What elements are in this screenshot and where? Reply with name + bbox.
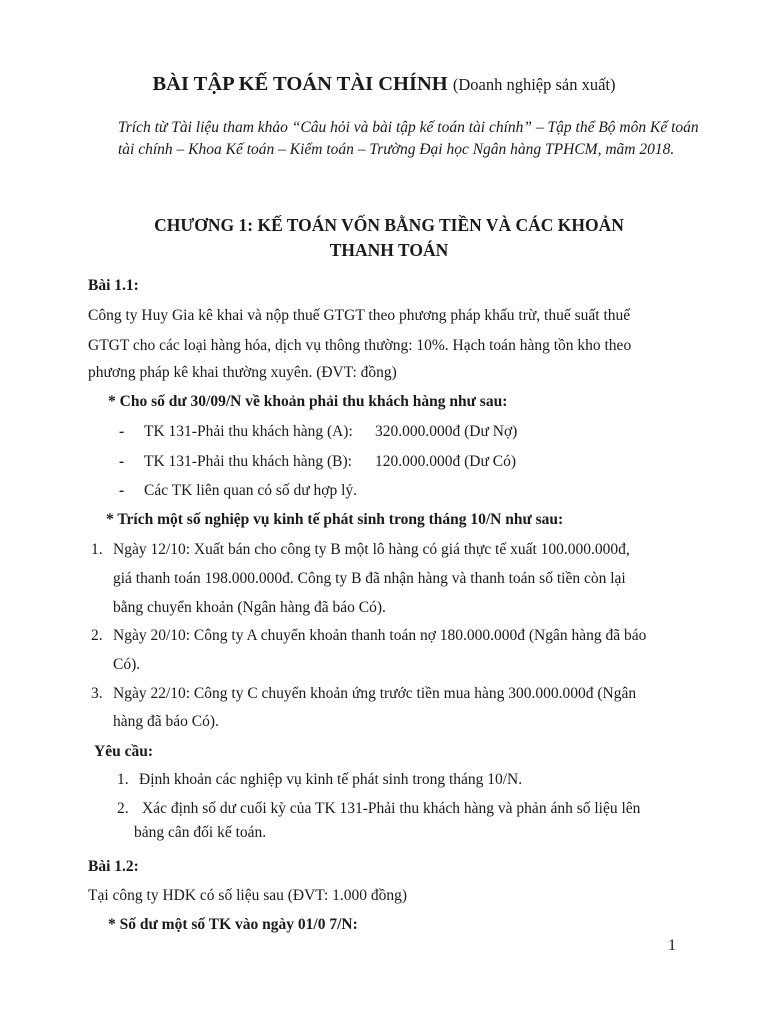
exercise-1-2-balance-heading: * Số dư một số TK vào ngày 01/0 7/N: xyxy=(108,916,358,933)
transaction-line: hàng đã báo Có). xyxy=(113,713,219,730)
transaction-line: Ngày 12/10: Xuất bán cho công ty B một lô hàng có giá thực tế xuất 100.000.000đ, xyxy=(113,541,630,558)
list-dash: - xyxy=(119,423,125,440)
balance-account: TK 131-Phải thu khách hàng (A): xyxy=(144,423,353,440)
transaction-line: giá thanh toán 198.000.000đ. Công ty B đã nhận hàng và thanh toán số tiền còn lại xyxy=(113,570,626,587)
document-title xyxy=(0,73,768,96)
balance-heading: * Cho số dư 30/09/N về khoản phải thu khách hàng như sau: xyxy=(108,393,508,410)
chapter-line-1: CHƯƠNG 1: KẾ TOÁN VỐN BẰNG TIỀN VÀ CÁC KHOẢN xyxy=(154,215,624,235)
title-subtitle: (Doanh nghiệp sản xuất) xyxy=(452,75,616,94)
transaction-line: Ngày 22/10: Công ty C chuyển khoản ứng trước tiền mua hàng 300.000.000đ (Ngân xyxy=(113,685,637,702)
page-number: 1 xyxy=(668,937,676,954)
requirements-heading: Yêu cầu: xyxy=(94,743,153,760)
intro-line: GTGT cho các loại hàng hóa, dịch vụ thông thường: 10%. Hạch toán hàng tồn kho theo xyxy=(88,337,632,354)
balance-amount: 320.000.000đ (Dư Nợ) xyxy=(375,423,518,440)
balance-amount: 120.000.000đ (Dư Có) xyxy=(375,453,517,470)
requirement-number: 1. xyxy=(117,771,129,788)
requirement-line: bảng cân đối kế toán. xyxy=(134,824,267,841)
requirement-line: Xác định số dư cuối kỳ của TK 131-Phải thu khách hàng và phản ánh số liệu lên xyxy=(142,800,641,817)
intro-line: Công ty Huy Gia kê khai và nộp thuế GTGT theo phương pháp khấu trừ, thuế suất thuế xyxy=(88,307,631,324)
exercise-heading-1-1: Bài 1.1: xyxy=(88,277,139,294)
transaction-number: 1. xyxy=(91,541,103,558)
source-line-1: Trích từ Tài liệu tham khảo “Câu hỏi và bài tập kế toán tài chính” – Tập thể Bộ môn Kế toán xyxy=(118,119,699,136)
transaction-line: Ngày 20/10: Công ty A chuyển khoản thanh toán nợ 180.000.000đ (Ngân hàng đã báo xyxy=(113,627,647,644)
source-citation xyxy=(118,117,708,161)
requirement-line: Định khoản các nghiệp vụ kinh tế phát sinh trong tháng 10/N. xyxy=(139,771,523,788)
chapter-line-2: THANH TOÁN xyxy=(329,240,449,260)
transaction-line: Có). xyxy=(113,656,141,673)
transactions-heading: * Trích một số nghiệp vụ kinh tế phát sinh trong tháng 10/N như sau: xyxy=(106,511,564,528)
intro-line: phương pháp kê khai thường xuyên. (ĐVT: đồng) xyxy=(88,364,397,381)
transaction-number: 2. xyxy=(91,627,103,644)
transaction-line: bằng chuyển khoản (Ngân hàng đã báo Có). xyxy=(113,599,386,616)
chapter-heading xyxy=(0,213,768,263)
balance-account: TK 131-Phải thu khách hàng (B): xyxy=(144,453,352,470)
balance-account: Các TK liên quan có số dư hợp lý. xyxy=(144,482,358,499)
list-dash: - xyxy=(119,453,125,470)
exercise-heading-1-2: Bài 1.2: xyxy=(88,858,139,875)
source-line-2: tài chính – Khoa Kế toán – Kiểm toán – Trường Đại học Ngân hàng TPHCM, mãm 2018. xyxy=(118,141,675,158)
exercise-1-2-intro: Tại công ty HDK có số liệu sau (ĐVT: 1.000 đồng) xyxy=(88,887,408,904)
list-dash: - xyxy=(119,482,125,499)
transaction-number: 3. xyxy=(91,685,103,702)
title-main: BÀI TẬP KẾ TOÁN TÀI CHÍNH xyxy=(152,73,448,95)
requirement-number: 2. xyxy=(117,800,129,817)
